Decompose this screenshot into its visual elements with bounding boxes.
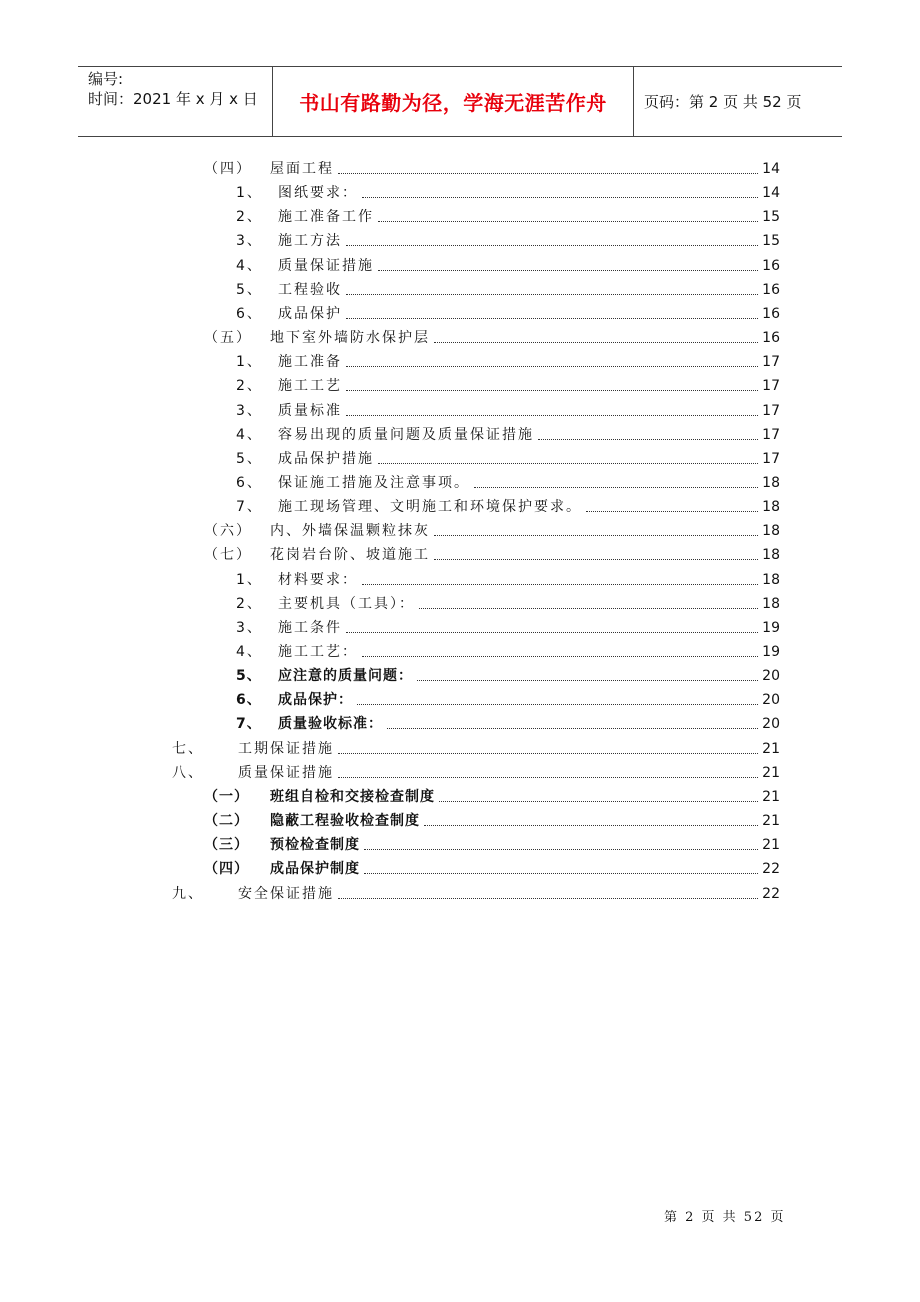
- toc-entry-title: 工期保证措施: [238, 740, 334, 757]
- toc-entry[interactable]: [278, 565, 780, 589]
- toc-entry-page: 22: [762, 861, 780, 878]
- toc-dot-leader: [434, 341, 758, 343]
- toc-entry[interactable]: [278, 661, 780, 685]
- toc-entry[interactable]: [278, 589, 780, 613]
- toc-dot-leader: [419, 607, 758, 609]
- footer-page-number: 第 2 页 共 52 页: [664, 1210, 786, 1225]
- toc-entry-number: 2、: [236, 378, 263, 395]
- document-code-label: 编号:: [88, 70, 124, 88]
- toc-entry[interactable]: [270, 154, 780, 178]
- toc-entry-title: 质量标准: [278, 402, 342, 419]
- toc-entry-page: 21: [762, 837, 780, 854]
- toc-entry-page: 18: [762, 571, 780, 588]
- toc-entry-title: 施工方法: [278, 233, 342, 250]
- toc-entry-title: 质量保证措施: [278, 257, 374, 274]
- toc-dot-leader: [364, 872, 758, 874]
- toc-entry-number: 5、: [236, 281, 263, 298]
- toc-entry[interactable]: [278, 637, 780, 661]
- toc-entry[interactable]: [278, 251, 780, 275]
- toc-dot-leader: [378, 220, 758, 222]
- toc-entry[interactable]: [278, 468, 780, 492]
- toc-entry-title: 成品保护制度: [270, 861, 360, 878]
- toc-entry-page: 17: [762, 426, 780, 443]
- toc-entry-number: 2、: [236, 595, 263, 612]
- toc-entry-page: 15: [762, 209, 780, 226]
- toc-entry[interactable]: [278, 444, 780, 468]
- toc-entry-number: （二）: [204, 813, 249, 830]
- toc-entry[interactable]: [278, 275, 780, 299]
- toc-dot-leader: [362, 655, 758, 657]
- toc-dot-leader: [362, 583, 758, 585]
- toc-dot-leader: [434, 534, 758, 536]
- toc-entry[interactable]: [278, 685, 780, 709]
- toc-entry-title: 施工工艺: [278, 378, 342, 395]
- toc-entry-title: 质量保证措施: [238, 764, 334, 781]
- toc-entry-number: 5、: [236, 668, 262, 685]
- toc-entry-number: 3、: [236, 619, 263, 636]
- toc-entry-title: 安全保证措施: [238, 885, 334, 902]
- toc-entry-number: 八、: [172, 764, 204, 781]
- toc-dot-leader: [338, 776, 758, 778]
- toc-dot-leader: [378, 462, 758, 464]
- toc-entry-number: 3、: [236, 402, 263, 419]
- toc-entry-page: 14: [762, 161, 780, 177]
- toc-entry-title: 保证施工措施及注意事项。: [278, 474, 470, 491]
- toc-entry[interactable]: [278, 613, 780, 637]
- toc-entry-page: 17: [762, 354, 780, 371]
- toc-dot-leader: [346, 293, 758, 295]
- header-info-cell: [78, 67, 272, 136]
- toc-dot-leader: [586, 510, 758, 512]
- toc-entry[interactable]: [278, 709, 780, 733]
- toc-entry-title: 成品保护：: [278, 692, 353, 709]
- toc-entry-title: 班组自检和交接检查制度: [270, 788, 435, 805]
- toc-dot-leader: [346, 244, 758, 246]
- toc-entry-number: 6、: [236, 474, 263, 491]
- toc-entry-number: 1、: [236, 571, 263, 588]
- toc-entry-title: 施工工艺：: [278, 644, 358, 660]
- toc-entry-title: 质量验收标准：: [278, 716, 383, 733]
- toc-entry-page: 20: [762, 716, 780, 733]
- toc-entry-page: 18: [762, 595, 780, 612]
- toc-entry-title: 图纸要求：: [278, 185, 358, 202]
- toc-entry-number: 4、: [236, 644, 263, 660]
- toc-entry[interactable]: [278, 299, 780, 323]
- toc-entry-page: 17: [762, 378, 780, 395]
- toc-entry-title: 成品保护措施: [278, 450, 374, 467]
- toc-entry-page: 19: [762, 619, 780, 636]
- toc-entry-number: 5、: [236, 450, 263, 467]
- toc-entry-title: 应注意的质量问题：: [278, 668, 413, 685]
- toc-entry-number: 九、: [172, 885, 204, 902]
- toc-entry-page: 18: [762, 523, 780, 540]
- toc-entry-number: （四）: [204, 861, 249, 878]
- toc-entry[interactable]: [278, 226, 780, 250]
- toc-dot-leader: [346, 317, 758, 319]
- toc-entry[interactable]: [278, 492, 780, 516]
- toc-entry[interactable]: [270, 516, 780, 540]
- page-footer: [664, 1206, 785, 1225]
- toc-entry-page: 14: [762, 185, 780, 202]
- toc-entry-page: 22: [762, 885, 780, 902]
- toc-entry-number: 1、: [236, 185, 263, 202]
- toc-dot-leader: [346, 365, 758, 367]
- toc-entry-title: 施工现场管理、文明施工和环境保护要求。: [278, 499, 582, 516]
- toc-dot-leader: [346, 631, 758, 633]
- page-header: [78, 66, 842, 137]
- toc-entry-number: 4、: [236, 426, 263, 443]
- toc-entry[interactable]: [270, 806, 780, 830]
- toc-dot-leader: [357, 703, 758, 705]
- toc-entry-title: 施工条件: [278, 619, 342, 636]
- toc-entry-title: 内、外墙保温颗粒抹灰: [270, 523, 430, 540]
- toc-entry[interactable]: [270, 854, 780, 878]
- toc-entry-page: 21: [762, 764, 780, 781]
- toc-entry-number: 4、: [236, 257, 263, 274]
- toc-dot-leader: [346, 389, 758, 391]
- toc-dot-leader: [346, 414, 758, 416]
- toc-entry-page: 15: [762, 233, 780, 250]
- toc-entry-number: 1、: [236, 354, 263, 371]
- toc-entry-title: 主要机具（工具）：: [278, 595, 415, 612]
- header-page-number: 页码：第 2 页 共 52 页: [644, 93, 802, 111]
- toc-entry-title: 材料要求：: [278, 571, 358, 588]
- toc-entry-page: 20: [762, 668, 780, 685]
- toc-dot-leader: [387, 727, 758, 729]
- toc-entry-number: 6、: [236, 305, 263, 322]
- toc-entry-page: 17: [762, 402, 780, 419]
- toc-entry-number: （四）: [204, 161, 252, 177]
- toc-entry-title: 屋面工程: [270, 161, 334, 177]
- toc-entry-page: 19: [762, 644, 780, 660]
- toc-entry-title: 花岗岩台阶、坡道施工: [270, 547, 430, 564]
- toc-entry[interactable]: [278, 420, 780, 444]
- toc-dot-leader: [378, 269, 758, 271]
- toc-entry[interactable]: [238, 758, 780, 782]
- header-page-cell: [634, 67, 842, 136]
- toc-entry-number: （一）: [204, 788, 249, 805]
- toc-dot-leader: [338, 897, 758, 899]
- toc-entry[interactable]: [270, 830, 780, 854]
- toc-dot-leader: [424, 824, 758, 826]
- toc-entry-number: 6、: [236, 692, 262, 709]
- toc-entry-page: 18: [762, 474, 780, 491]
- toc-entry-title: 预检检查制度: [270, 837, 360, 854]
- toc-dot-leader: [338, 752, 758, 754]
- toc-entry[interactable]: [270, 782, 780, 806]
- toc-entry-title: 地下室外墙防水保护层: [270, 330, 430, 347]
- toc-dot-leader: [338, 172, 758, 174]
- toc-entry-number: 2、: [236, 209, 263, 226]
- toc-dot-leader: [538, 438, 758, 440]
- toc-entry-number: （七）: [204, 547, 252, 564]
- toc-entry-page: 16: [762, 305, 780, 322]
- toc-entry[interactable]: [238, 734, 780, 758]
- header-motto: 书山有路勤为径，学海无涯苦作舟: [299, 91, 607, 115]
- toc-entry[interactable]: [278, 347, 780, 371]
- toc-dot-leader: [362, 196, 758, 198]
- toc-entry-page: 16: [762, 281, 780, 298]
- toc-entry[interactable]: [278, 371, 780, 395]
- toc-entry-number: （三）: [204, 837, 249, 854]
- toc-entry[interactable]: [238, 879, 780, 903]
- toc-dot-leader: [417, 679, 758, 681]
- toc-entry-number: 七、: [172, 740, 204, 757]
- toc-entry-number: 3、: [236, 233, 263, 250]
- document-date-label: 时间：2021 年 x 月 x 日: [88, 90, 258, 108]
- toc-entry-number: 7、: [236, 499, 263, 516]
- toc-entry-page: 20: [762, 692, 780, 709]
- toc-entry-page: 16: [762, 330, 780, 347]
- toc-entry-page: 21: [762, 813, 780, 830]
- toc-entry[interactable]: [270, 540, 780, 564]
- toc-entry-page: 18: [762, 547, 780, 564]
- toc-dot-leader: [439, 800, 758, 802]
- toc-entry-title: 隐蔽工程验收检查制度: [270, 813, 420, 830]
- toc-entry-page: 17: [762, 450, 780, 467]
- toc-entry-number: 7、: [236, 716, 262, 733]
- toc-entry-page: 21: [762, 788, 780, 805]
- toc-entry-title: 成品保护: [278, 305, 342, 322]
- toc-entry[interactable]: [278, 396, 780, 420]
- toc-dot-leader: [434, 558, 758, 560]
- toc-entry-title: 施工准备工作: [278, 209, 374, 226]
- toc-entry[interactable]: [270, 323, 780, 347]
- toc-entry[interactable]: [278, 202, 780, 226]
- toc-entry-title: 施工准备: [278, 354, 342, 371]
- toc-entry[interactable]: [278, 178, 780, 202]
- toc-entry-number: （五）: [204, 330, 252, 347]
- toc-entry-page: 16: [762, 257, 780, 274]
- toc-entry-title: 容易出现的质量问题及质量保证措施: [278, 426, 534, 443]
- toc-dot-leader: [474, 486, 758, 488]
- toc-entry-title: 工程验收: [278, 281, 342, 298]
- toc-entry-page: 21: [762, 740, 780, 757]
- toc-entry-number: （六）: [204, 523, 252, 540]
- toc-entry-page: 18: [762, 499, 780, 516]
- header-motto-cell: [272, 67, 634, 136]
- toc-dot-leader: [364, 848, 758, 850]
